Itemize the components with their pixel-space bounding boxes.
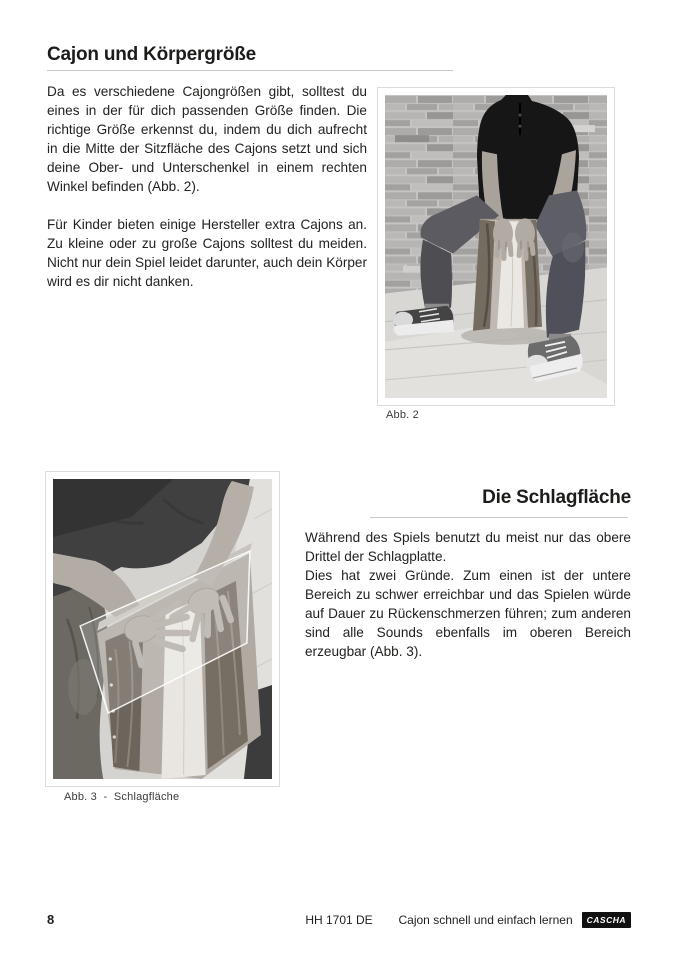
body-column-right — [305, 528, 631, 661]
photo-schlagflaeche-hands — [53, 479, 272, 779]
figure-caption-abb2: Abb. 2 — [386, 409, 420, 421]
page-number: 8 — [47, 912, 55, 928]
section-title-schlagflaeche: Die Schlagfläche — [482, 487, 631, 508]
document-code: HH 1701 DE — [305, 912, 373, 927]
paragraph: Für Kinder bieten einige Hersteller extra Cajons an. Zu kleine oder zu große Cajons solltest du meiden. Nicht nur dein Spiel leidet darunter, auch dein Körper wird es dir nicht danken. — [47, 217, 367, 289]
body-column-left — [47, 82, 367, 291]
page-footer — [47, 912, 631, 928]
section-title-koerpergroesse: Cajon und Körpergröße — [47, 44, 257, 65]
figure-caption-abb3: Abb. 3 - Schlagfläche — [64, 791, 180, 803]
book-title: Cajon schnell und einfach lernen — [398, 912, 573, 927]
photo-sitting-on-cajon — [385, 95, 607, 398]
cascha-logo: CASCHA — [582, 912, 631, 928]
figure-abb3 — [45, 471, 280, 787]
paragraph: Da es verschiedene Cajongrößen gibt, solltest du eines in der für dich passenden Größe finden. Die richtige Größe erkennst du, indem du dich aufrecht in die Mitte der Sitzfläche des Cajons setzt und sich deine Ober- und Unterschenkel in einem rechten Winkel befinden (Abb. 2). — [47, 84, 367, 194]
section-rule — [47, 70, 453, 71]
paragraph: Dies hat zwei Gründe. Zum einen ist der untere Bereich zu schwer erreichbar und das Spielen würde auf Dauer zu Rückenschmerzen führen; zum anderen sind alle Sounds ebenfalls im oberen Bereich erzeugbar (Abb. 3). — [305, 568, 631, 659]
paragraph: Während des Spiels benutzt du meist nur das obere Drittel der Schlagplatte. — [305, 530, 631, 564]
section-rule — [370, 517, 628, 518]
figure-abb2 — [377, 87, 615, 406]
